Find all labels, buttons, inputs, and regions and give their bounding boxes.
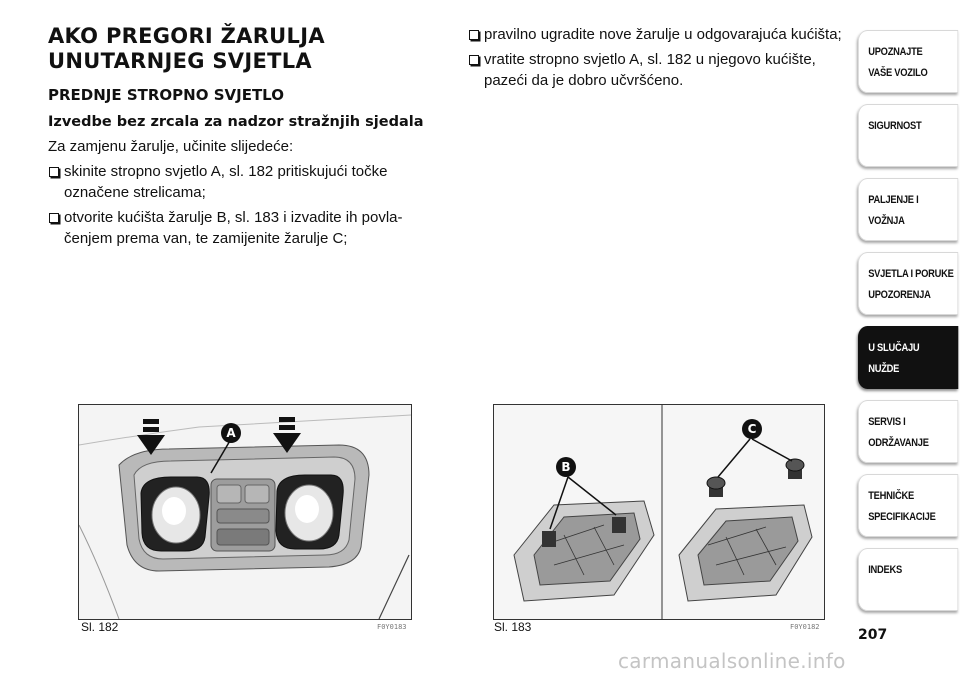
list-item-text: skinite stropno svjetlo A, sl. 182 pritiskujući točke označene strelicama; [64, 163, 388, 201]
right-steps-list [468, 24, 846, 91]
list-item-text: pravilno ugradite nove žarulje u odgovarajuća kućišta; [484, 26, 842, 43]
checkbox-bullet-icon [49, 213, 59, 223]
callout-b-label: B [561, 460, 571, 474]
tab-label-line-1: TEHNIČKE [868, 490, 914, 502]
figure-183-bulb-housings [493, 404, 825, 620]
list-item-text: otvorite kućišta žarulje B, sl. 183 i izvadite ih povla-čenjem prema van, te zamijenite žarulje C; [64, 209, 403, 247]
figure-183-code: F0Y0182 [790, 623, 820, 631]
tab-upoznajte-vase-vozilo[interactable] [858, 30, 958, 93]
checkbox-bullet-icon [469, 55, 479, 65]
page-number: 207 [858, 627, 888, 643]
section-title-line-1: AKO PREGORI ŽARULJA [48, 24, 325, 48]
tab-indeks[interactable] [858, 548, 958, 611]
tab-label-line-2: VOŽNJA [868, 215, 905, 227]
list-item [48, 161, 443, 203]
tab-label-line-1: PALJENJE I [868, 194, 919, 206]
checkbox-bullet-icon [49, 167, 59, 177]
chapter-tabs [858, 30, 960, 622]
footer-watermark: carmanualsonline.info [618, 649, 846, 673]
figure-182-code: F0Y0183 [377, 623, 407, 631]
list-item [48, 207, 443, 249]
tab-label-line-2: UPOZORENJA [868, 289, 931, 301]
tab-label-line-2: SPECIFIKACIJE [868, 511, 936, 523]
tab-label-line-1: UPOZNAJTE [868, 46, 923, 58]
tab-u-slucaju-nuzde[interactable] [858, 326, 958, 389]
section-title [48, 24, 443, 74]
left-column [48, 24, 443, 253]
checkbox-bullet-icon [469, 30, 479, 40]
left-steps-list [48, 161, 443, 249]
tab-servis-i-odrzavanje[interactable] [858, 400, 958, 463]
section-title-line-2: UNUTARNJEG SVJETLA [48, 49, 312, 73]
ceiling-light-illustration [79, 405, 411, 619]
callout-a-label: A [226, 426, 236, 440]
tab-svjetla-i-poruke-upozorenja[interactable] [858, 252, 958, 315]
tab-paljenje-i-voznja[interactable] [858, 178, 958, 241]
tab-tehnicke-specifikacije[interactable] [858, 474, 958, 537]
list-item [468, 24, 846, 45]
tab-label-line-1: SVJETLA I PORUKE [868, 268, 954, 280]
tab-label-line-1: INDEKS [868, 564, 903, 576]
bulb-housing-illustration [494, 405, 824, 619]
tab-label-line-1: U SLUČAJU [868, 342, 920, 354]
figure-182-ceiling-light [78, 404, 412, 620]
variant-heading: Izvedbe bez zrcala za nadzor stražnjih sjedala [48, 114, 424, 130]
subheading: PREDNJE STROPNO SVJETLO [48, 86, 284, 104]
list-item [468, 49, 846, 91]
tab-label-line-1: SIGURNOST [868, 120, 922, 132]
tab-label-line-2: VAŠE VOZILO [868, 67, 928, 79]
tab-label-line-1: SERVIS I [868, 416, 906, 428]
callout-c-label: C [747, 422, 757, 436]
intro-text: Za zamjenu žarulje, učinite slijedeće: [48, 138, 294, 155]
figure-182-caption: Sl. 182 [81, 620, 119, 634]
tab-label-line-2: NUŽDE [868, 363, 900, 375]
tab-label-line-2: ODRŽAVANJE [868, 437, 929, 449]
list-item-text: vratite stropno svjetlo A, sl. 182 u njegovo kućište, pazeći da je dobro učvršćeno. [484, 51, 816, 89]
right-column [468, 24, 846, 95]
figure-183-caption: Sl. 183 [494, 620, 532, 634]
tab-sigurnost[interactable] [858, 104, 958, 167]
